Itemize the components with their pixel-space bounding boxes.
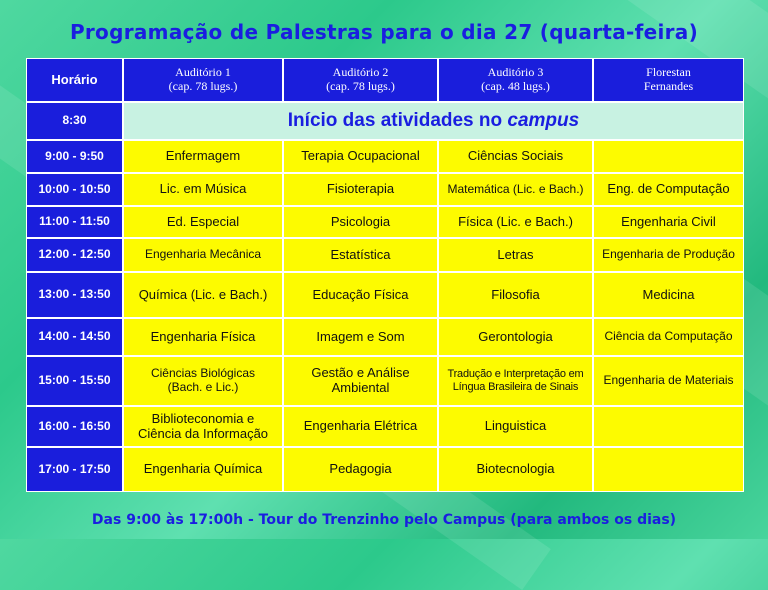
lecture-cell: Engenharia Civil [593, 206, 744, 238]
lecture-cell: Ciências Sociais [438, 140, 593, 173]
time-slot: 17:00 - 17:50 [26, 447, 123, 492]
lecture-cell: Fisioterapia [283, 173, 438, 206]
lecture-cell [593, 406, 744, 447]
lecture-cell: Matemática (Lic. e Bach.) [438, 173, 593, 206]
lecture-cell: Gestão e Análise Ambiental [283, 356, 438, 406]
time-slot: 14:00 - 14:50 [26, 318, 123, 356]
lecture-cell: Física (Lic. e Bach.) [438, 206, 593, 238]
schedule-table [26, 58, 744, 494]
lecture-cell [593, 140, 744, 173]
banner-emphasis: campus [507, 110, 580, 132]
lecture-cell: Medicina [593, 272, 744, 318]
lecture-cell: Pedagogia [283, 447, 438, 492]
header-horario: Horário [26, 58, 123, 102]
lecture-cell: Estatística [283, 238, 438, 272]
header-room-1 [123, 58, 283, 102]
lecture-cell: Imagem e Som [283, 318, 438, 356]
lecture-cell: Letras [438, 238, 593, 272]
opening-banner [123, 102, 744, 140]
lecture-cell: Ciência da Computação [593, 318, 744, 356]
lecture-cell: Psicologia [283, 206, 438, 238]
lecture-cell: Engenharia Elétrica [283, 406, 438, 447]
lecture-cell [593, 447, 744, 492]
room-name: Auditório 2 [332, 65, 389, 80]
room-name: Auditório 1 [175, 65, 231, 80]
lecture-cell: Educação Física [283, 272, 438, 318]
lecture-cell: Lic. em Música [123, 173, 283, 206]
lecture-cell: Terapia Ocupacional [283, 140, 438, 173]
header-room-2 [283, 58, 438, 102]
time-slot: 10:00 - 10:50 [26, 173, 123, 206]
lecture-cell: Ed. Especial [123, 206, 283, 238]
room-name: Florestan [646, 65, 691, 80]
lecture-cell: Engenharia Física [123, 318, 283, 356]
lecture-cell: Química (Lic. e Bach.) [123, 272, 283, 318]
lecture-cell: Engenharia de Materiais [593, 356, 744, 406]
lecture-cell: Engenharia de Produção [593, 238, 744, 272]
footer-note: Das 9:00 às 17:00h - Tour do Trenzinho pelo Campus (para ambos os dias) [91, 512, 677, 528]
lecture-cell: Filosofia [438, 272, 593, 318]
lecture-cell: Linguistica [438, 406, 593, 447]
room-name: Auditório 3 [487, 65, 544, 80]
banner-text: Início das atividades no [287, 110, 508, 132]
room-capacity: (cap. 78 lugs.) [168, 79, 238, 93]
room-capacity: Fernandes [643, 79, 694, 93]
time-slot: 9:00 - 9:50 [26, 140, 123, 173]
lecture-cell: Ciências Biológicas (Bach. e Lic.) [123, 356, 283, 406]
time-slot: 8:30 [26, 102, 123, 140]
lecture-cell: Eng. de Computação [593, 173, 744, 206]
lecture-cell: Gerontologia [438, 318, 593, 356]
lecture-cell: Biblioteconomia e Ciência da Informação [123, 406, 283, 447]
header-room-4 [593, 58, 744, 102]
header-room-3 [438, 58, 593, 102]
room-capacity: (cap. 48 lugs.) [481, 79, 550, 93]
room-capacity: (cap. 78 lugs.) [326, 79, 395, 93]
time-slot: 13:00 - 13:50 [26, 272, 123, 318]
time-slot: 11:00 - 11:50 [26, 206, 123, 238]
lecture-cell: Tradução e Interpretação em Língua Brasileira de Sinais [438, 356, 593, 406]
lecture-cell: Biotecnologia [438, 447, 593, 492]
time-slot: 15:00 - 15:50 [26, 356, 123, 406]
lecture-cell: Engenharia Mecânica [123, 238, 283, 272]
time-slot: 12:00 - 12:50 [26, 238, 123, 272]
time-slot: 16:00 - 16:50 [26, 406, 123, 447]
page-title: Programação de Palestras para o dia 27 (quarta-feira) [69, 20, 699, 44]
lecture-cell: Enfermagem [123, 140, 283, 173]
lecture-cell: Engenharia Química [123, 447, 283, 492]
